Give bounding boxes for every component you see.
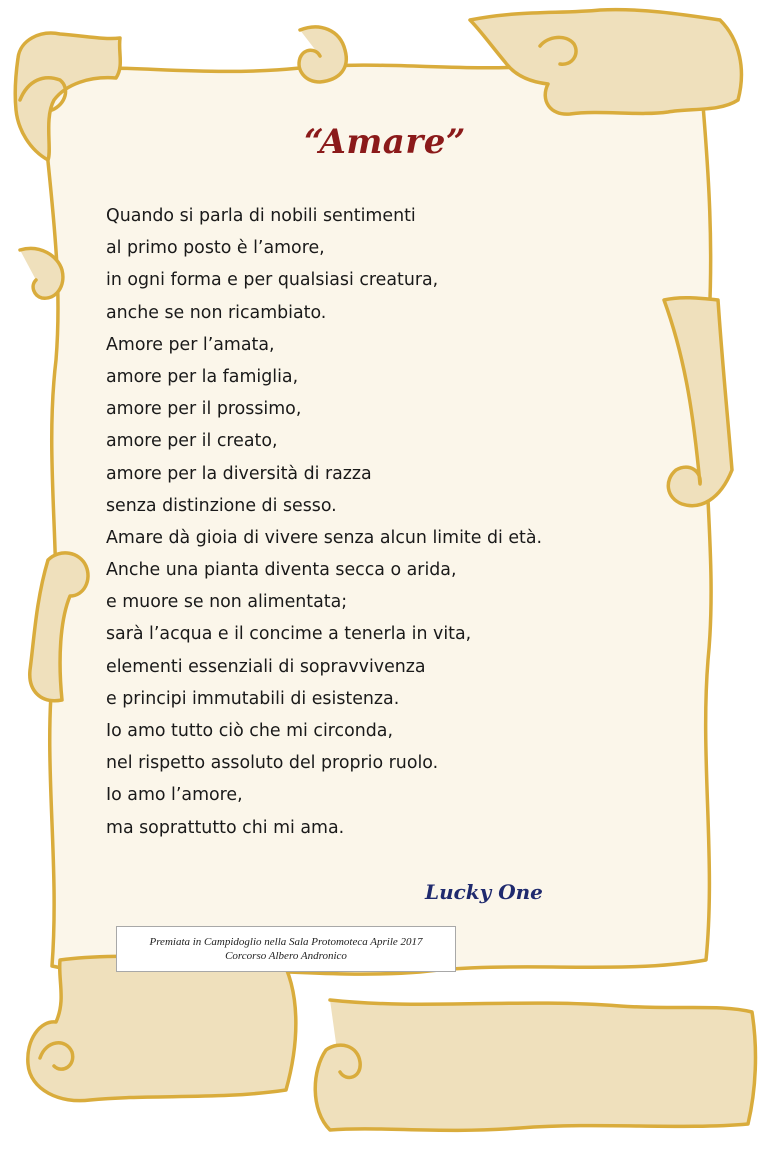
poem-line: Amore per l’amata, <box>106 334 275 355</box>
poem-line: Quando si parla di nobili sentimenti <box>106 206 416 226</box>
award-line-1: Premiata in Campidoglio nella Sala Protomoteca Aprile 2017 <box>149 936 423 948</box>
poem-line: Amare dà gioia di vivere senza alcun limite di età. <box>106 527 543 548</box>
poem-line: elementi essenziali di sopravvivenza <box>106 656 426 677</box>
poem-line: sarà l’acqua e il concime a tenerla in vita, <box>106 624 472 645</box>
poem-line: amore per la famiglia, <box>106 366 299 387</box>
poem-line: anche se non ricambiato. <box>106 302 327 323</box>
author-signature: Lucky One <box>425 880 543 904</box>
poem-title: “Amare” <box>304 122 466 162</box>
poem-line: Io amo l’amore, <box>106 785 243 806</box>
poem-line: Io amo tutto ciò che mi circonda, <box>106 721 393 741</box>
award-line-2: Corcorso Albero Andronico <box>225 950 347 962</box>
poem-line: in ogni forma e per qualsiasi creatura, <box>106 270 439 291</box>
poem-line: amore per la diversità di razza <box>106 463 372 484</box>
roll-bottom-right <box>315 1000 755 1130</box>
poem-line: amore per il creato, <box>106 431 278 452</box>
poem-line: amore per il prossimo, <box>106 399 302 420</box>
roll-top-center <box>299 27 346 82</box>
poem-body <box>106 200 666 844</box>
poem-line: al primo posto è l’amore, <box>106 238 325 259</box>
poem-line: Anche una pianta diventa secca o arida, <box>106 560 457 581</box>
poem-line: nel rispetto assoluto del proprio ruolo. <box>106 753 439 774</box>
poem-line: ma soprattutto chi mi ama. <box>106 817 345 838</box>
award-note-box <box>116 926 456 972</box>
poem-line: e principi immutabili di esistenza. <box>106 688 400 709</box>
poem-line: e muore se non alimentata; <box>106 592 348 613</box>
roll-bottom-left <box>28 956 296 1101</box>
poem-line: senza distinzione di sesso. <box>106 495 337 516</box>
